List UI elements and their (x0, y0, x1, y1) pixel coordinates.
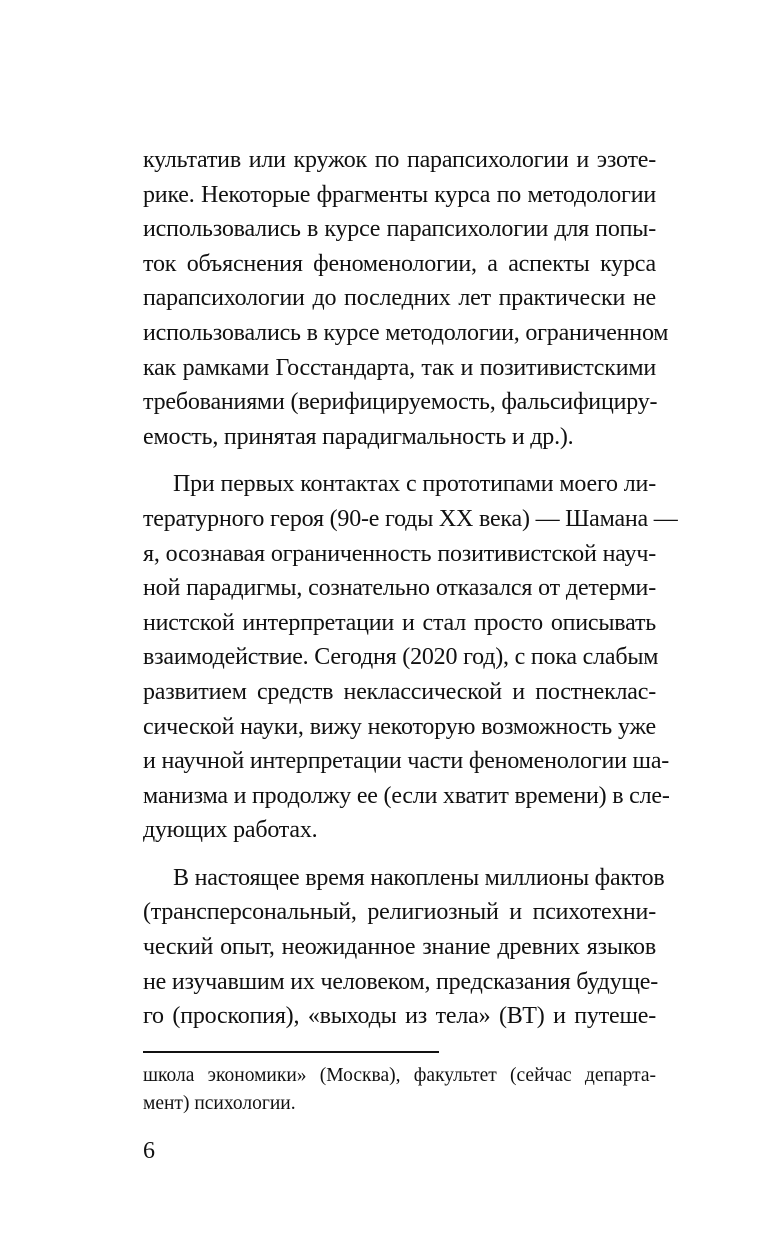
text-line: использовались в курсе методологии, ограниченном (143, 319, 669, 346)
footnote (143, 1062, 656, 1118)
text-line: ческий опыт, неожиданное знание древних языков (143, 934, 656, 961)
text-line: нистской интерпретации и стал просто описывать (143, 609, 656, 636)
text-line: го (проскопия), «выходы из тела» (ВТ) и путеше- (143, 1003, 656, 1030)
text-line: тературного героя (90-е годы XX века) — Шамана — (143, 505, 678, 532)
text-line: я, осознавая ограниченность позитивистской науч- (143, 540, 656, 567)
text-line: рике. Некоторые фрагменты курса по методологии (143, 181, 656, 208)
text-line: как рамками Госстандарта, так и позитивистскими (143, 354, 656, 381)
footnote-line: школа экономики» (Москва), факультет (сейчас департа- (143, 1065, 656, 1086)
text-line: взаимодействие. Сегодня (2020 год), с пока слабым (143, 644, 659, 671)
text-line: и научной интерпретации части феноменологии ша- (143, 748, 670, 775)
page-number: 6 (143, 1138, 155, 1164)
text-line: сической науки, вижу некоторую возможность уже (143, 713, 656, 740)
text-line: культатив или кружок по парапсихологии и эзоте- (143, 147, 656, 173)
paragraph-gap (143, 848, 656, 861)
text-line: (трансперсональный, религиозный и психотехни- (143, 899, 656, 926)
paragraph-1 (143, 143, 669, 454)
text-line: ной парадигмы, сознательно отказался от детерми- (143, 575, 656, 602)
text-line: развитием средств неклассической и постнеклас- (143, 678, 656, 705)
text-line: не изучавшим их человеком, предсказания будуще- (143, 968, 659, 995)
paragraph-3 (143, 861, 665, 1034)
page-body (143, 143, 678, 1034)
paragraph-gap (143, 454, 656, 467)
text-line: ток объяснения феноменологии, а аспекты курса (143, 250, 656, 277)
paragraph-2 (143, 467, 678, 848)
footnote-divider (143, 1051, 439, 1053)
text-line: В настоящее время накоплены миллионы фактов (173, 864, 665, 891)
text-line: требованиями (верифицируемость, фальсифициру- (143, 389, 658, 416)
text-line: манизма и продолжу ее (если хватит времени) в сле- (143, 782, 670, 809)
text-line: использовались в курсе парапсихологии для попы- (143, 216, 656, 243)
text-line: парапсихологии до последних лет практически не (143, 285, 656, 312)
text-line: емость, принятая парадигмальность и др.). (143, 423, 574, 450)
text-line: При первых контактах с прототипами моего ли- (173, 471, 656, 498)
footnote-line: мент) психологии. (143, 1093, 296, 1114)
text-line: дующих работах. (143, 817, 318, 844)
